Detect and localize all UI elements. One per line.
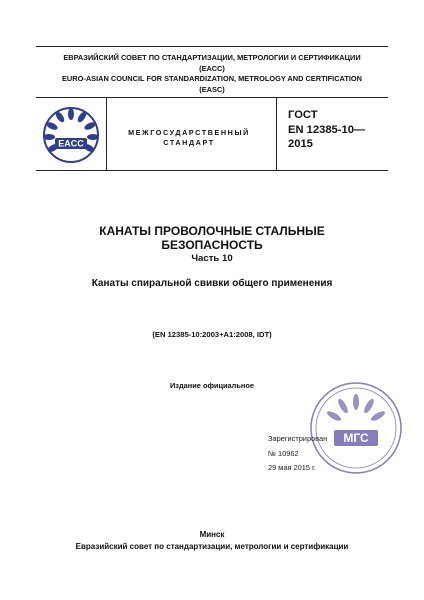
council-name-en: EURO-ASIAN COUNCIL FOR STANDARDIZATION, METROLOGY AND CERTIFICATION — [62, 74, 362, 84]
standard-type-line2: СТАНДАРТ — [163, 137, 215, 147]
registration-number: № 10962 — [268, 448, 299, 458]
publisher-city: Минск — [199, 530, 225, 539]
divider — [106, 98, 107, 170]
document-subtitle: Канаты спиральной свивки общего применения — [91, 278, 333, 289]
standard-type-line1: МЕЖГОСУДАРСТВЕННЫЙ — [128, 128, 250, 137]
gost-designation — [288, 108, 384, 152]
standard-type — [122, 128, 256, 147]
en-reference: (EN 12385-10:2003+A1:2008, IDT) — [152, 330, 272, 339]
registration-date: 29 мая 2015 г. — [268, 463, 316, 472]
council-name-ru: ЕВРАЗИЙСКИЙ СОВЕТ ПО СТАНДАРТИЗАЦИИ, МЕТРОЛОГИИ И СЕРТИФИКАЦИИ — [63, 53, 361, 62]
divider — [276, 98, 277, 170]
council-abbr-en: (EASC) — [199, 84, 225, 94]
registration-info — [268, 432, 327, 476]
standard-block — [36, 98, 388, 171]
document-title-line2: БЕЗОПАСНОСТЬ — [161, 238, 263, 252]
gost-line2: EN 12385-10— — [288, 123, 366, 136]
council-abbr-ru: (ЕАСС) — [199, 63, 225, 73]
document-title-line1: КАНАТЫ ПРОВОЛОЧНЫЕ СТАЛЬНЫЕ — [99, 224, 325, 238]
council-header — [36, 46, 388, 98]
edition-label: Издание официальное — [169, 381, 254, 390]
registration-label: Зарегистрирован — [268, 434, 328, 443]
gost-line1: ГОСТ — [288, 109, 318, 121]
stamp-text: МГС — [343, 431, 369, 445]
publisher-footer — [0, 529, 424, 552]
logo-text: EACC — [58, 138, 84, 149]
document-part: Часть 10 — [191, 253, 233, 264]
easc-emblem-icon — [40, 104, 102, 166]
publisher-name: Евразийский совет по стандартизации, метрологии и сертификации — [75, 541, 349, 551]
gost-line3: 2015 — [288, 138, 313, 150]
